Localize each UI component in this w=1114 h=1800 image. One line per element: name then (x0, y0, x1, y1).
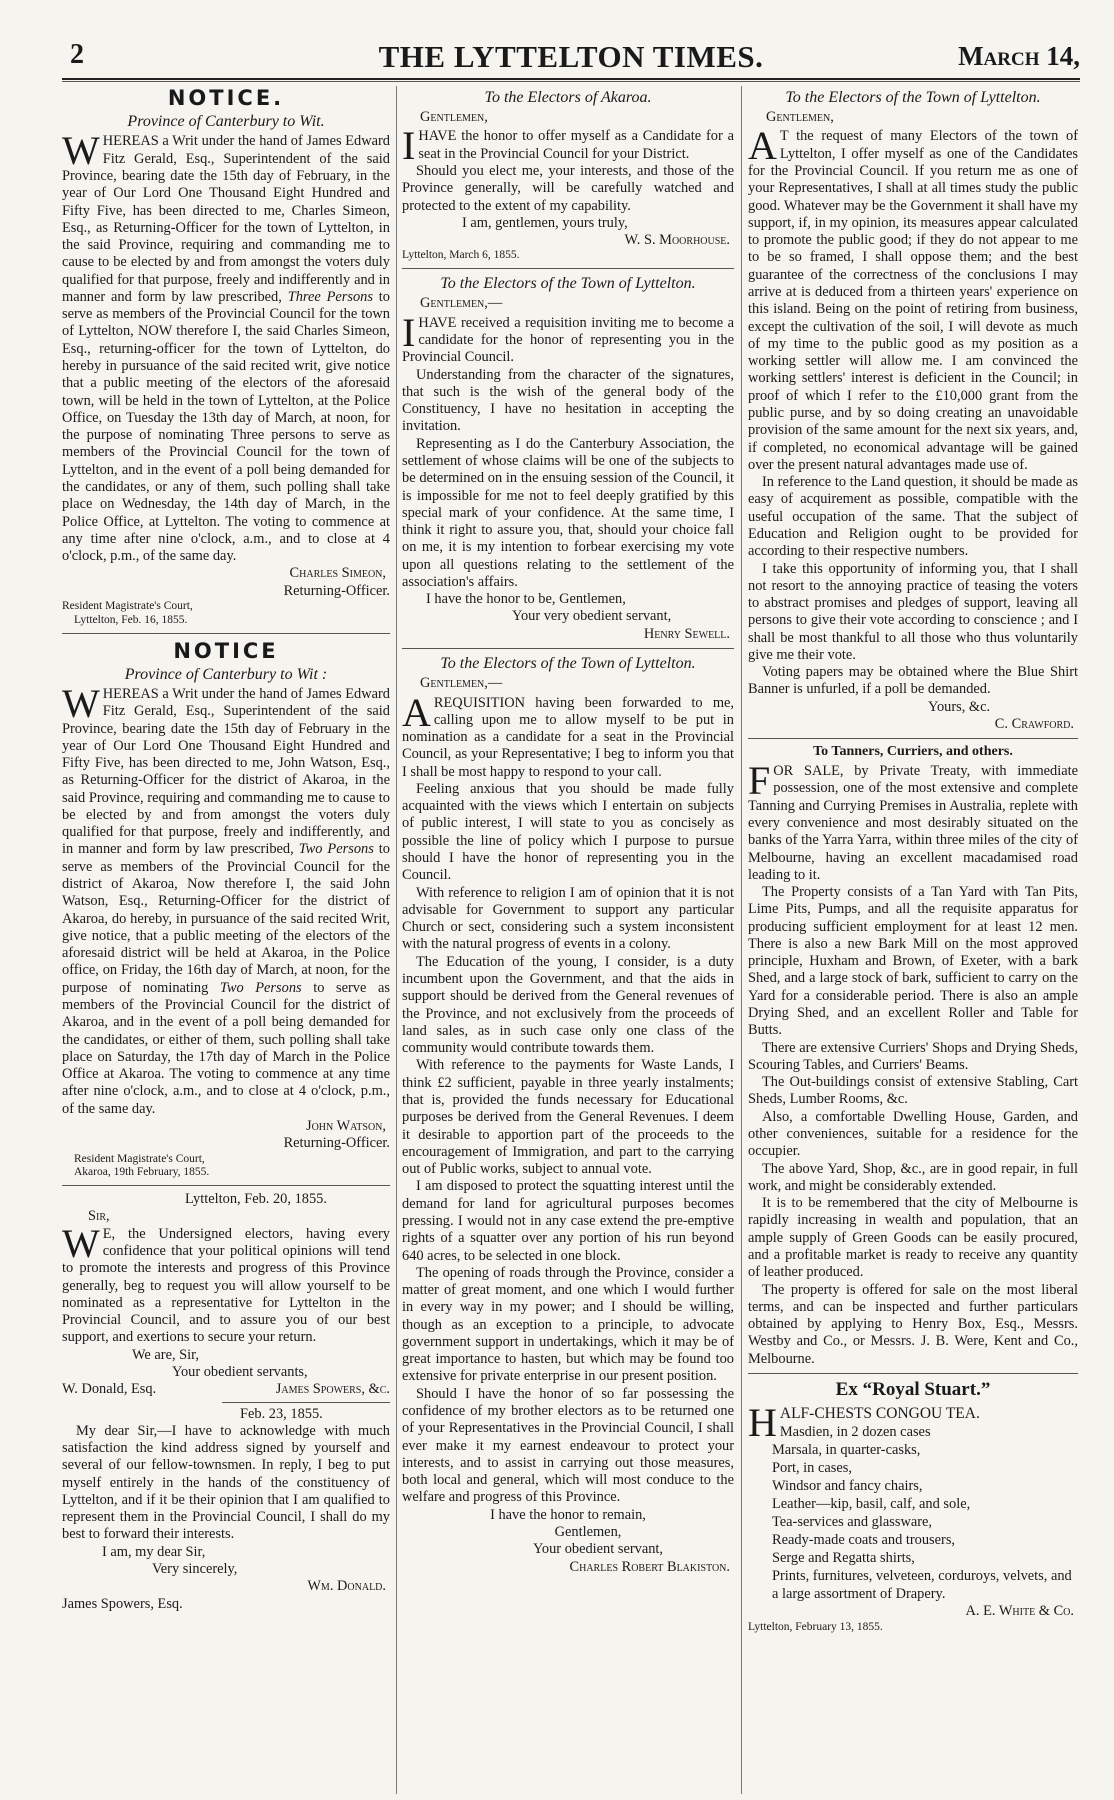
letter-closing: Very sincerely, (152, 1561, 238, 1578)
drop-cap: H (748, 1399, 777, 1445)
address-body: The opening of roads through the Province, consider a matter of great moment, and one which I would further in every way in my power; and I should be willing, though as an exception to a principle, to advocate government support in undertakings, which it may be of great importance to hasten, but which may be found too extensive for private enterprise in our present position. (402, 1264, 734, 1385)
drop-cap: A (402, 689, 431, 735)
signature-name: Charles Simeon, (289, 565, 386, 582)
column-divider (396, 86, 397, 1794)
address-title: To the Electors of the Town of Lyttelton. (440, 275, 696, 293)
list-item: Masdien, in 2 dozen cases (779, 1424, 931, 1441)
reply-letter (62, 1406, 390, 1613)
address-title: To the Electors of the Town of Lyttelton. (785, 89, 1041, 106)
address-body: In reference to the Land question, it should be made as easy of acquirement as possible, compatible with the useful occupation of the same. That the subject of Education and Religion ought to be provided for according to their respective numbers. (748, 474, 1078, 560)
signatory-name: James Spowers, &c. (275, 1381, 390, 1398)
drop-cap: W (62, 680, 100, 726)
address-body: AREQUISITION having been forwarded to me, calling upon me to allow myself to be put in nomination as a candidate for a seat in the Provincial Council, as your Representative; I beg to inform you that I shall be most happy to respond to your call. (402, 689, 734, 780)
divider (402, 268, 734, 269)
list-item: Prints, furnitures, velveteen, corduroys, velvets, and a large assortment of Drapery. (772, 1568, 1072, 1603)
address-salutation: Gentlemen, (766, 109, 834, 126)
address-title: To the Electors of Akaroa. (484, 89, 652, 106)
list-item: Port, in cases, (772, 1460, 852, 1477)
address-closing: Your obedient servant, (532, 1541, 664, 1558)
divider (62, 1185, 390, 1186)
notice-date: Lyttelton, Feb. 16, 1855. (74, 613, 188, 626)
address-body: The Education of the young, I consider, is a duty incumbent upon the Government, and that the aids in support should be derived from the General revenues of the Province, and not exclusively from the proceeds of land sales, as in such case only one class of the community would contribute towards them. (402, 953, 734, 1057)
drop-cap: W (62, 1220, 100, 1266)
address-salutation: Gentlemen,— (420, 675, 503, 692)
column-2 (402, 86, 734, 1794)
advert-body: There are extensive Curriers' Shops and Drying Sheds, Scouring Tables, and Curriers' Beams. (748, 1039, 1078, 1073)
notice-place: Resident Magistrate's Court, (74, 1152, 205, 1165)
address-body: Voting papers may be obtained where the Blue Shirt Banner is unfurled, if a poll be demanded. (748, 664, 1078, 698)
advert-body: The above Yard, Shop, &c., are in good repair, in full work, and might be considerably extended. (748, 1160, 1078, 1194)
advert-item-list (772, 1423, 1078, 1603)
divider (748, 738, 1078, 739)
letter-body: My dear Sir,—I have to acknowledge with much satisfaction the kind address signed by yourself and several of our fellow-townsmen. In reply, I beg to put myself entirely in the hands of the constituency of Lyttelton, and if it be their opinion that I am qualified to represent them in the Provincial Council, I shall do my best to forward their interests. (62, 1422, 390, 1543)
address-body: Should I have the honor of so far possessing the confidence of my brother electors as to be returned one of your Representatives in the Provincial Council, I shall ever make it my earnest endeavour to protect your interests, and to assist in carrying out those measures, both local and general, which will most conduce to the welfare and progress of this Province. (402, 1385, 734, 1506)
drop-cap: I (402, 309, 416, 355)
address-title: To the Electors of the Town of Lyttelton. (440, 655, 696, 673)
drop-cap: A (748, 123, 777, 169)
list-item: Marsala, in quarter-casks, (772, 1442, 921, 1459)
address-closing: I have the honor to remain, (490, 1506, 646, 1523)
letter-names (62, 1381, 390, 1398)
address-signature: Charles Robert Blakiston. (569, 1558, 730, 1575)
notice-date: Akaroa, 19th February, 1855. (74, 1166, 210, 1179)
address-body: Representing as I do the Canterbury Association, the settlement of whose claims will be one of the subjects to be determined on in the ensuing session of the Council, it is impossible for me not to feel deeply gratified by this special mark of your confidence. At the same time, I think it right to assure you, that, should your choice fall on me, it is my intention to forbear exercising my vote upon all questions relating to the settlement of the association's affairs. (402, 435, 734, 590)
signature-name: John Watson, (305, 1117, 386, 1134)
drop-cap: W (62, 128, 100, 174)
drop-cap: I (402, 123, 416, 169)
address-akaroa (402, 88, 734, 263)
divider (222, 1402, 390, 1403)
address-salutation: Gentlemen, (420, 109, 488, 126)
address-sewell (402, 274, 734, 643)
notice-lyttelton-writ (62, 86, 390, 628)
advert-body: The property is offered for sale on the most liberal terms, and can be inspected and further particulars obtained by applying to Henry Box, Esq., Messrs. Westby and Co., or Messrs. J. B. Were, Kent and Co., Melbourne. (748, 1281, 1078, 1367)
address-body: I take this opportunity of informing you, that I shall not resort to the annoying practice of teasing the voters to abstract promises and pledges of support, leaving all persons to give their vote according to conscience ; and I shall be most thankful to all those who thus voluntarily give me their vote. (748, 560, 1078, 663)
advert-body: The Property consists of a Tan Yard with Tan Pits, Lime Pits, Pumps, and all the requisite apparatus for producing sufficient employment for at least 12 men. There is also a new Bark Mill on the most approved principle, Huxham and Brown, of Exeter, with a bark Shed, and a large stock of bark, sufficient to carry on the Yard for a considerable period. There is also an ample Drying Shed, and an excellent Roller and Table for Butts. (748, 884, 1078, 1039)
advert-body: Also, a comfortable Dwelling House, Garden, and other conveniences, suitable for a residence for the occupier. (748, 1108, 1078, 1160)
list-item: Leather—kip, basil, calf, and sole, (772, 1496, 971, 1513)
advert-royal-stuart (748, 1379, 1078, 1634)
notice-body: WHEREAS a Writ under the hand of James Edward Fitz Gerald, Esq., Superintendent of the said Province, bearing date the 15th day of February, in the year of Our Lord One Thousand Eight Hundred and Fifty Five, has been directed to me, Charles Simeon, Esq., as Returning-Officer for the town of Lyttelton, in the said Province, requiring and commanding me to cause to be elected by and from amongst the voters duly qualified for that purpose, freely and indifferently and in manner and form by law prescribed, Three Persons to serve as members of the Provincial Council for the town of Lyttelton, NOW therefore I, the said Charles Simeon, Esq., returning-officer for the town of Lyttelton, do hereby in pursuance of the said recited writ, give notice that a public meeting of the electors of the aforesaid town, will be held in the town of Lyttelton, at the Police Office, on Tuesday the 13th day of March, at noon, for the purpose of nominating Three persons to serve as members of the Provincial Council for the town of Lyttelton, and in the event of a poll being demanded for the candidates, or any of them, such polling shall take place on Wednesday, the 14th day of March, in the Police Office, at Lyttelton. The voting to commence at any time after nine o'clock, a.m., and to close at 4 o'clock, p.m., of the same day. (62, 128, 390, 565)
address-body: Understanding from the character of the signatures, that such is the wish of the general body of the Constituency, I have no hesitation in accepting the invitation. (402, 366, 734, 435)
advert-first-line: HALF-CHESTS CONGOU TEA. (748, 1399, 980, 1445)
address-body: IHAVE received a requisition inviting me to become a candidate for the honor of representing you in the Provincial Council. (402, 309, 734, 366)
letter-signature: Wm. Donald. (307, 1578, 386, 1595)
masthead (62, 36, 1080, 80)
notice-body: WHEREAS a Writ under the hand of James Edward Fitz Gerald, Esq., Superintendent of the said Province, bearing date the 15th day of February in the year of Our Lord One Thousand Eight Hundred and Fifty Five, has been directed to me, John Watson, Esq., as Returning-Officer for the district of Akaroa, in the said Province, requiring and commanding me to cause to be elected by and from amongst the voters duly qualified for that purpose, freely and indifferently, and in manner and form by law prescribed, Two Persons to serve as members of the Provincial Council for the district of Akaroa, Now therefore I, the said John Watson, Esq., Returning-Officer for the district of Akaroa, do hereby, in pursuance of the said recited Writ, give notice, that a public meeting of the electors of the aforesaid district will be held at Akaroa, in the Police office, on Friday, the 16th day of March, at noon, for the purpose of nominating Two Persons to serve as members of the Provincial Council for the district of Akaroa, and in the event of a poll being demanded for the candidates, or either of them, such polling shall take place on Saturday, the 17th day of March in the Police Office at Akaroa. The voting to commence at any time after nine o'clock, a.m., and to close at 4 o'clock, p.m., of the same day. (62, 680, 390, 1117)
letter-body: W E, the Undersigned electors, having every confidence that your political opinions will tend to promote the interests and progress of this Province generally, beg to request you will allow yourself to be nominated as a representative for Lyttelton in the Provincial Council, and to assure you of our best support, and exertions to secure your return. (62, 1220, 390, 1346)
address-closing: Yours, &c. (928, 698, 991, 715)
address-body: Feeling anxious that you should be made fully acquainted with the views which I entertain on subjects of public interest, I will state to you as concisely as possible the line of policy which I purpose to pursue should I have the honor of representing you in the Council. (402, 780, 734, 884)
letter-closing: We are, Sir, (132, 1346, 199, 1363)
list-item: Tea-services and glassware, (772, 1514, 933, 1531)
divider (62, 633, 390, 634)
address-body: Should you elect me, your interests, and those of the Province generally, will be carefully watched and protected to the extent of my capability. (402, 163, 734, 214)
masthead-rule (62, 81, 1080, 82)
notice-akaroa-writ (62, 639, 390, 1181)
address-body: A T the request of many Electors of the town of Lyttelton, I offer myself as one of the Candidates for the Provincial Council. If you return me as one of your Representatives, I shall at all times study the public good. Whatever may be the Government it shall have my support, if, in my opinion, its measures appear calculated to promote the public good; if they do not appear to me to be so framed, I shall oppose them; and the best guarantee of the correctness of the conclusions I may arrive at is deduced from a thirteen years' experience on this island. Being on the point of retiring from business, except the cultivation of the soil, I will devote as much of my time to the public good as my position as a working settler will allow me. I am convinced the working settlers' interest is deficient in the Council; in proof of which I refer to the £10,000 grant from the public purse, and by so doing creating an unavoidable provision of the same amount for the next six years, and, if completed, no economical advantage will be gained over the present natural advantages made use of. (748, 123, 1078, 473)
notice-place: Resident Magistrate's Court, (62, 599, 193, 612)
signature-title: Returning-Officer. (283, 582, 390, 599)
address-body: IHAVE the honor to offer myself as a Candidate for a seat in the Provincial Council for your District. (402, 123, 734, 169)
advert-dateline: Lyttelton, February 13, 1855. (748, 1620, 883, 1633)
address-body: With reference to religion I am of opinion that it is not advisable for Government to support any particular Church or sect, considering such a system inconsistent with the natural progress of events in a colony. (402, 884, 734, 953)
list-item: Windsor and fancy chairs, (772, 1478, 923, 1495)
address-closing: Your very obedient servant, (512, 608, 672, 625)
divider (402, 648, 734, 649)
page-number: 2 (70, 39, 84, 70)
notice-heading: NOTICE (173, 638, 279, 663)
letter-salutation: Sir, (88, 1208, 110, 1225)
advert-signature: A. E. White & Co. (965, 1603, 1074, 1620)
letter-dateline: Lyttelton, Feb. 20, 1855. (185, 1191, 327, 1208)
advert-tannery (748, 744, 1078, 1368)
address-salutation: Gentlemen,— (420, 295, 503, 312)
addressee-name: W. Donald, Esq. (62, 1381, 157, 1398)
address-crawford (748, 88, 1078, 733)
column-1 (62, 86, 390, 1794)
address-closing: I have the honor to be, Gentlemen, (426, 591, 626, 608)
advert-body: The Out-buildings consist of extensive Stabling, Cart Sheds, Lumber Rooms, &c. (748, 1074, 1078, 1108)
notice-subheading: Province of Canterbury to Wit : (124, 665, 328, 683)
advert-body: FOR SALE, by Private Treaty, with immediate possession, one of the most extensive and complete Tanning and Currying Premises in Australia, replete with every convenience and most desirably situated on the banks of the Yarra Yarra, within three miles of the city of Melbourne, having an excellent macadamised road leading to it. (748, 758, 1078, 883)
notice-heading: NOTICE. (167, 86, 285, 110)
requisition-letter (62, 1191, 390, 1398)
drop-cap: F (748, 758, 771, 804)
issue-date: March 14, (958, 41, 1080, 71)
address-signature: C. Crawford. (994, 716, 1074, 733)
address-signature: Henry Sewell. (643, 625, 730, 642)
letter-addressee: James Spowers, Esq. (62, 1595, 183, 1612)
address-dateline: Lyttelton, March 6, 1855. (402, 249, 520, 262)
list-item: Ready-made coats and trousers, (772, 1532, 956, 1549)
address-closing: I am, gentlemen, yours truly, (462, 214, 628, 231)
letter-dateline: Feb. 23, 1855. (240, 1405, 323, 1422)
advert-title: Ex “Royal Stuart.” (835, 1378, 991, 1400)
advert-body: It is to be remembered that the city of Melbourne is rapidly increasing in wealth and population, that an ample supply of Green Goods can be easily procured, and a profitable market is ready to receive any quantity of leather produced. (748, 1195, 1078, 1281)
letter-closing: I am, my dear Sir, (102, 1543, 206, 1560)
address-body: With reference to the payments for Waste Lands, I think £2 sufficient, payable in three yearly instalments; that is, provided the funds necessary for Educational purposes be derived from the General Revenues. I deem it desirable to apportion part of the proceeds to the encouragement of Immigration, and part to the carrying out of Public works, subject to annual vote. (402, 1057, 734, 1178)
address-blakiston (402, 654, 734, 1576)
newspaper-title: THE LYTTELTON TIMES. (378, 39, 764, 74)
letter-closing: Your obedient servants, (172, 1363, 308, 1380)
divider (748, 1373, 1078, 1374)
address-signature: W. S. Moorhouse. (624, 232, 730, 249)
advert-title: To Tanners, Curriers, and others. (813, 744, 1013, 760)
notice-subheading: Province of Canterbury to Wit. (127, 113, 325, 131)
signature-title: Returning-Officer. (283, 1135, 390, 1152)
address-closing: Gentlemen, (554, 1524, 622, 1541)
column-3 (748, 86, 1078, 1794)
column-divider (741, 86, 742, 1794)
address-body: I am disposed to protect the squatting interest until the demand for land for agricultural purposes becomes pressing. I would not in any case extend the pre-emptive rights of a squatter over any portion of his run beyond 640 acres, to be selected in one block. (402, 1178, 734, 1264)
list-item: Serge and Regatta shirts, (772, 1550, 915, 1567)
